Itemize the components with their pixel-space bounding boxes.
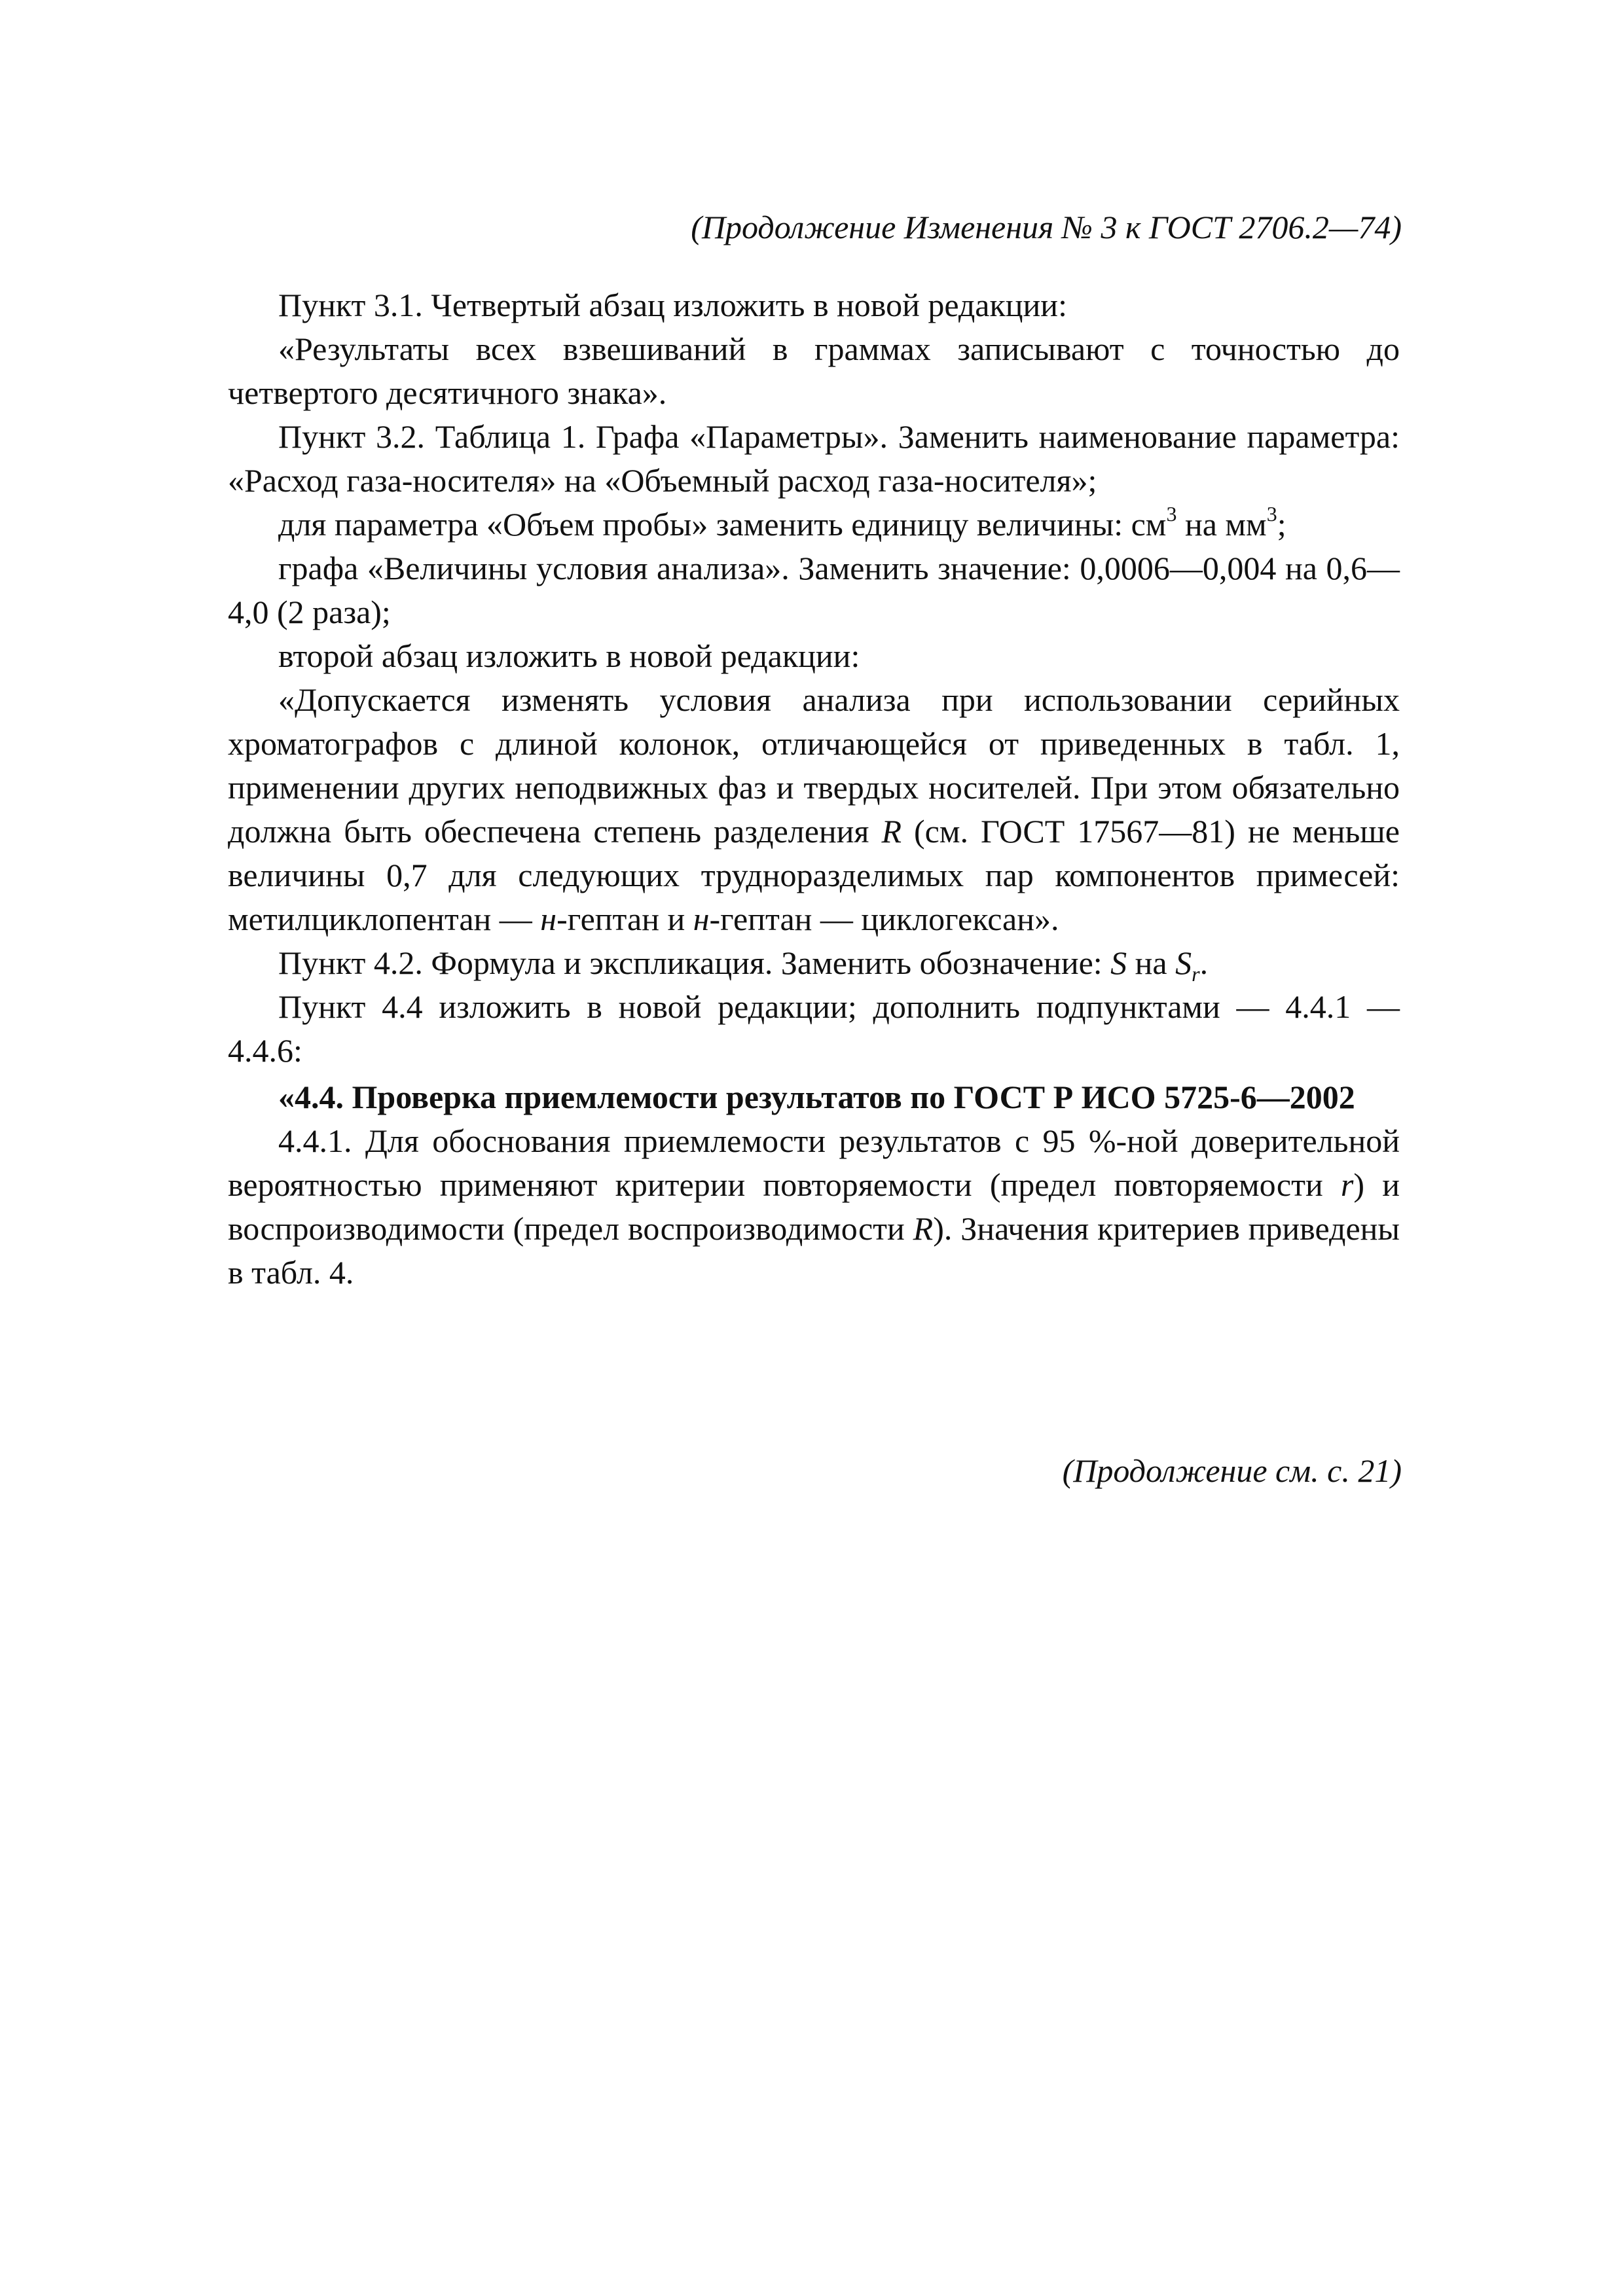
paragraph-second-abzac: второй абзац изложить в новой редакции: [278,637,860,674]
paragraph-4-4-1 [228,1119,1400,1295]
text-run: на [1127,944,1176,981]
superscript: 3 [1266,502,1277,526]
text-run: ). Значения критериев приведены в табл. 4. [228,1210,1400,1291]
symbol-R: R [881,813,902,850]
subscript-r [1192,962,1199,986]
document-body [228,283,1400,1295]
text-run: -гептан — циклогексан». [709,901,1059,937]
text-run: ) и воспроизводимости (предел воспроизводимости [228,1166,1400,1247]
text-run: (см. ГОСТ 17567—81) не меньше величины 0,7 для следующих трудноразделимых пар компонентов примесей: метилциклопентан — [228,813,1400,937]
superscript: 3 [1166,502,1177,526]
text-run: 4.4.1. Для обоснования приемлемости результатов с 95 %-ной доверительной вероятностью применяют критерии повторяемости (предел повторяемости [228,1122,1400,1203]
paragraph-analysis-values: графа «Величины условия анализа». Заменить значение: 0,0006—0,004 на 0,6—4,0 (2 раза); [228,550,1400,630]
text-run: для параметра «Объем пробы» заменить единицу величины: см [278,506,1167,543]
paragraph-3-1-quote: «Результаты всех взвешиваний в граммах записывают с точностью до четвертого десятичного знака». [228,331,1400,411]
text-run: Пункт 4.2. Формула и экспликация. Заменить обозначение: [278,944,1111,981]
text-run: ; [1277,506,1286,543]
paragraph-3-1: Пункт 3.1. Четвертый абзац изложить в новой редакции: [278,287,1067,323]
symbol-n: н [693,901,710,937]
symbol-R: R [913,1210,934,1247]
paragraph-4-2 [228,941,1400,985]
symbol-S: S [1175,944,1192,981]
paragraph-3-2: Пункт 3.2. Таблица 1. Графа «Параметры». Заменить наименование параметра: «Расход газа-носителя» на «Объемный расход газа-носителя»; [228,418,1400,499]
paragraph-sample-volume [228,503,1400,547]
symbol-r: r [1340,1166,1354,1203]
symbol-n: н [540,901,557,937]
section-heading-4-4: «4.4. Проверка приемлемости результатов по ГОСТ Р ИСО 5725-6—2002 [278,1079,1355,1115]
text-run: . [1199,944,1209,981]
page-footer: (Продолжение см. с. 21) [1062,1452,1402,1489]
symbol-r: r [1192,962,1200,986]
text-run: «Допускается изменять условия анализа при использовании серийных хроматографов с длиной колонок, отличающейся от приведенных в табл. 1, применении других неподвижных фаз и твердых носителей. При этом обязательно должна быть обеспечена степень разделения [228,681,1400,850]
page-header: (Продолжение Изменения № 3 к ГОСТ 2706.2—74) [691,209,1402,245]
paragraph-4-4: Пункт 4.4 изложить в новой редакции; дополнить подпунктами — 4.4.1 — 4.4.6: [228,988,1400,1069]
text-run: -гептан и [556,901,693,937]
text-run: на мм [1176,506,1267,543]
symbol-S: S [1110,944,1127,981]
paragraph-conditions-quote [228,678,1400,941]
